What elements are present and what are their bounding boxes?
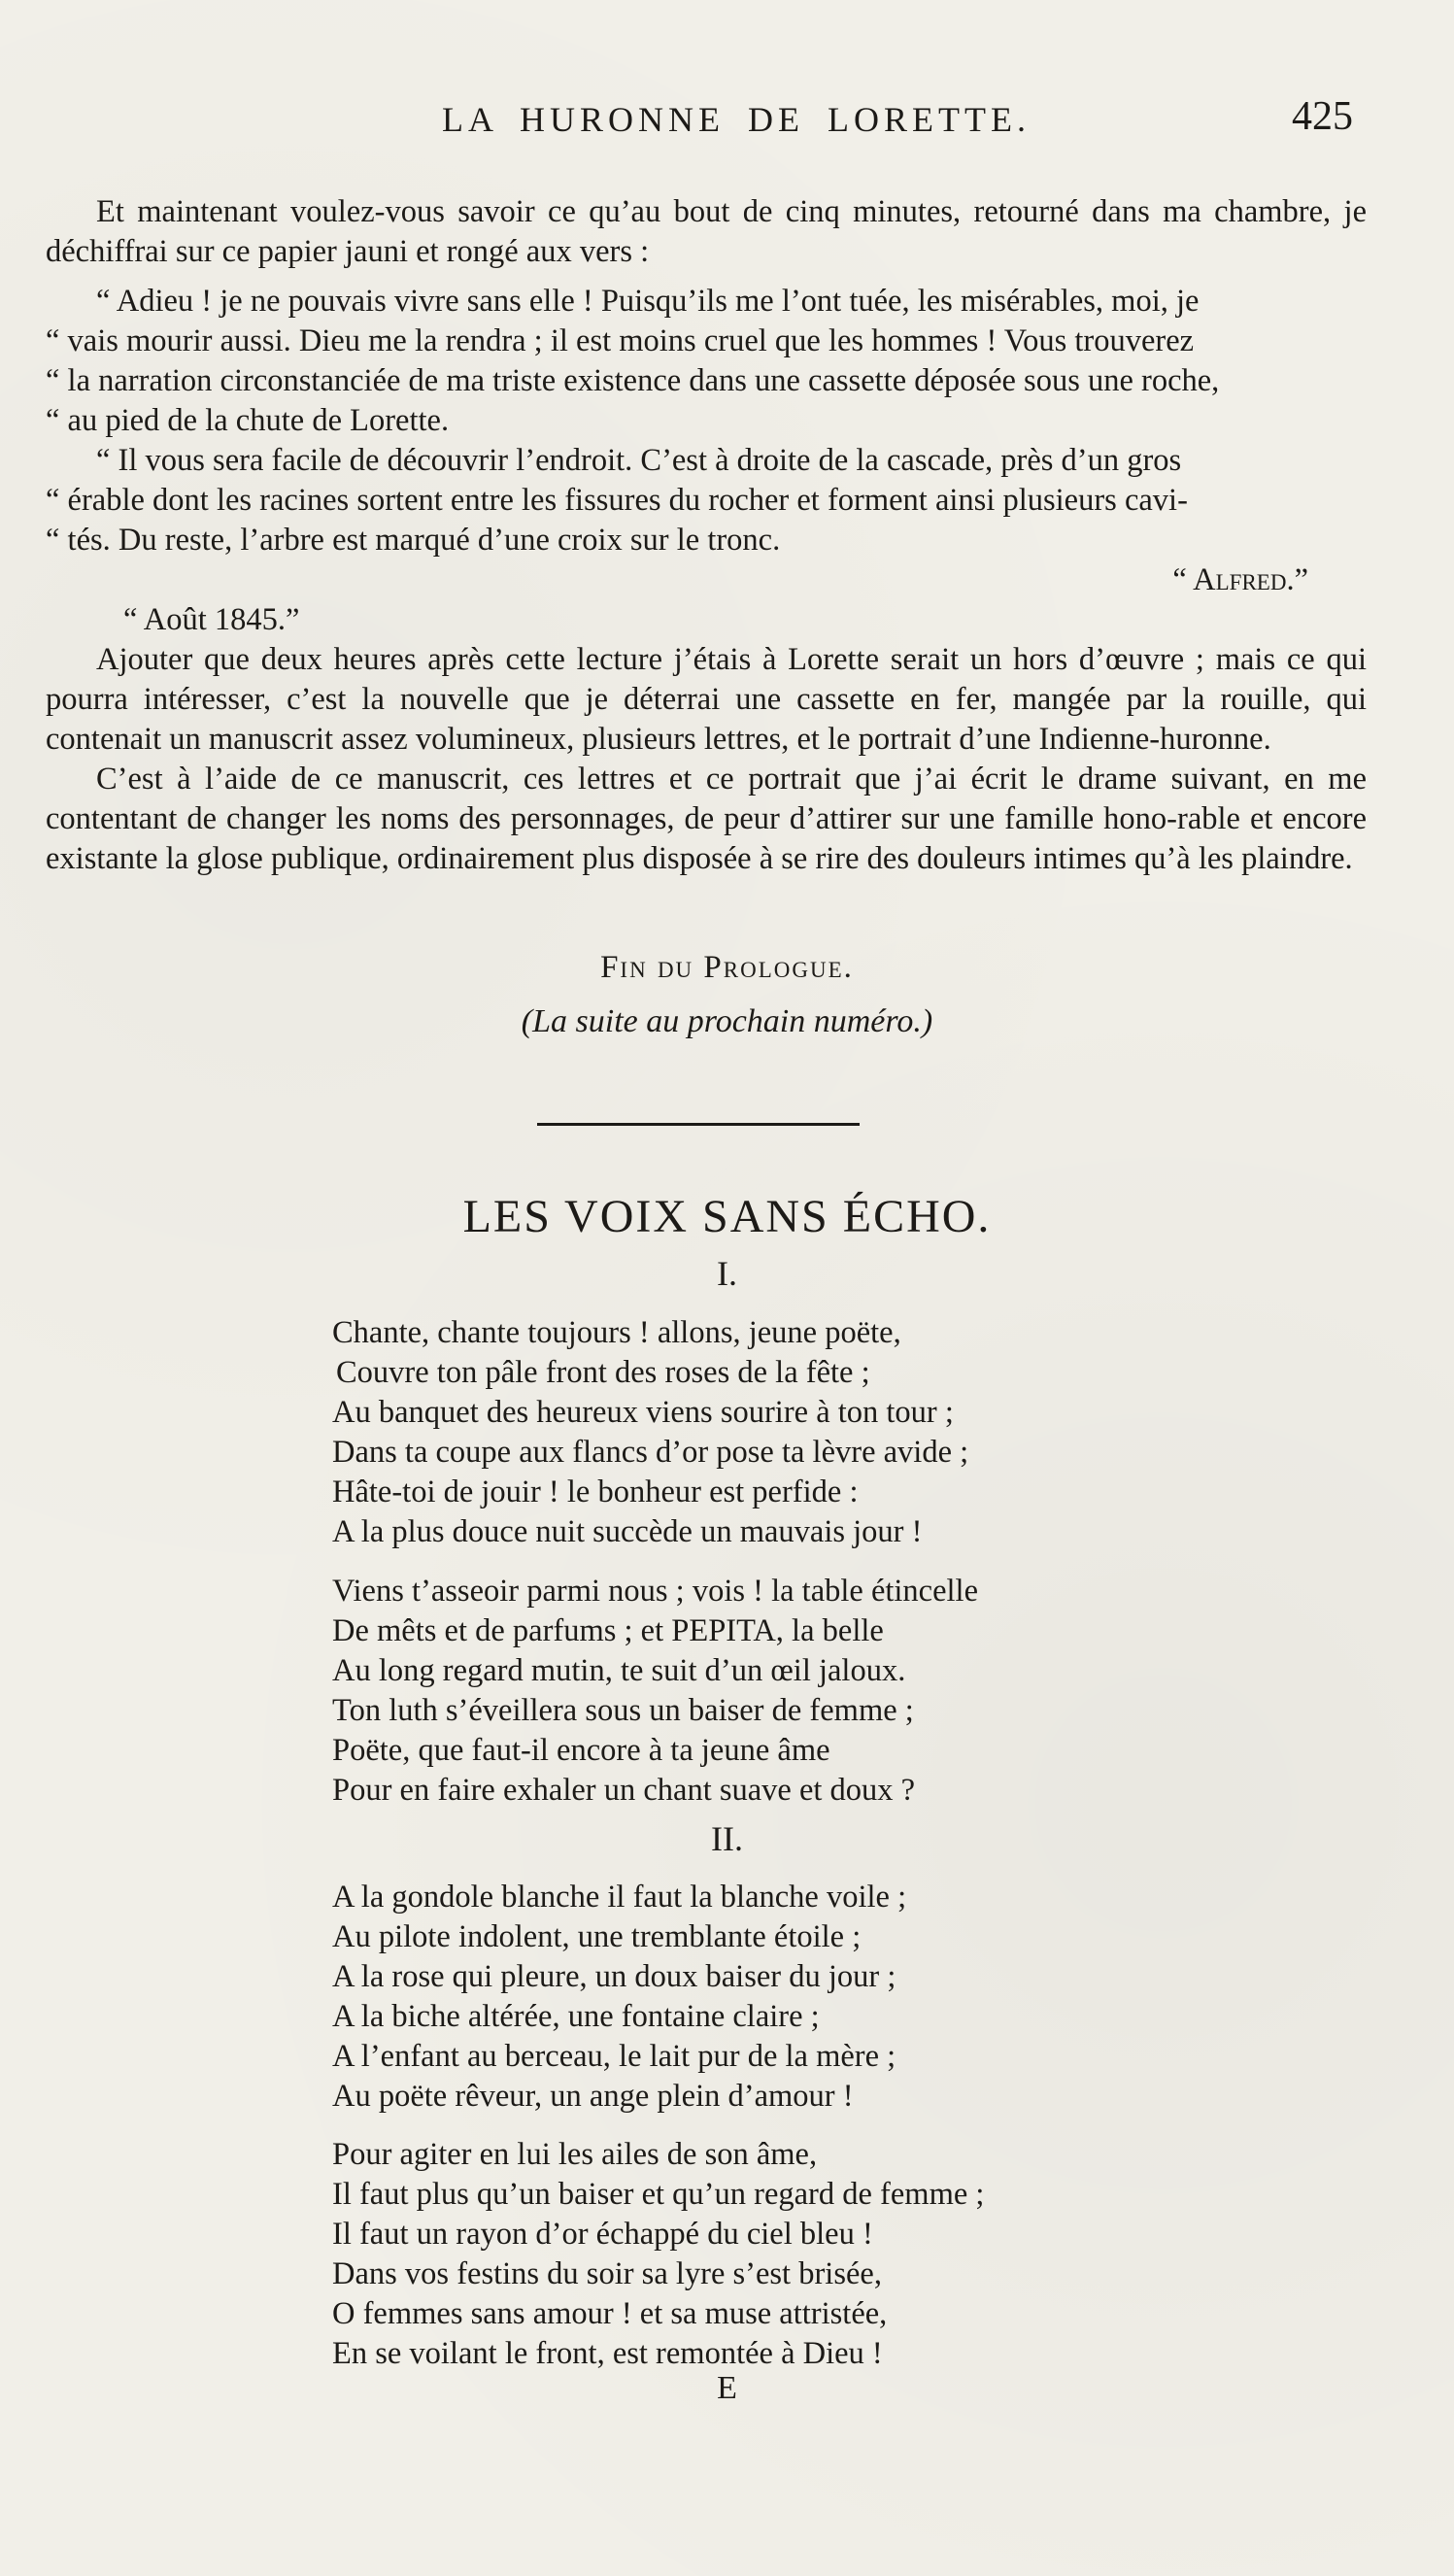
intro-paragraph: Et maintenant voulez-vous savoir ce qu’au bout de cinq minutes, retourné dans ma chambre, je déchiffrai sur ce papier jauni et rongé aux vers : bbox=[46, 194, 1367, 269]
verse-line: De mêts et de parfums ; et PEPITA, la belle bbox=[332, 1613, 884, 1648]
letter-date: “ Août 1845.” bbox=[123, 602, 300, 637]
verse-line: Au pilote indolent, une tremblante étoile ; bbox=[332, 1919, 862, 1954]
verse-line: A la plus douce nuit succède un mauvais jour ! bbox=[332, 1514, 923, 1549]
section-divider bbox=[537, 1123, 860, 1126]
verse-line: Pour agiter en lui les ailes de son âme, bbox=[332, 2137, 818, 2172]
verse-line: Dans ta coupe aux flancs d’or pose ta lèvre avide ; bbox=[332, 1435, 969, 1470]
section-numeral-2: II. bbox=[711, 1819, 743, 1858]
verse-line: Viens t’asseoir parmi nous ; vois ! la table étincelle bbox=[332, 1574, 979, 1609]
verse-line: O femmes sans amour ! et sa muse attristée, bbox=[332, 2296, 888, 2331]
poem-stanza-2 bbox=[332, 1572, 1206, 1811]
poem-signature: E bbox=[717, 2370, 737, 2406]
verse-line: Chante, chante toujours ! allons, jeune poëte, bbox=[332, 1315, 901, 1350]
verse-line: Il faut un rayon d’or échappé du ciel bleu ! bbox=[332, 2217, 873, 2252]
letter-line: “ Adieu ! je ne pouvais vivre sans elle ! Puisqu’ils me l’ont tuée, les misérables, moi, je bbox=[96, 284, 1200, 319]
letter-line: “ tés. Du reste, l’arbre est marqué d’une croix sur le tronc. bbox=[46, 523, 781, 558]
letter-line: “ au pied de la chute de Lorette. bbox=[46, 403, 450, 438]
verse-line: Poëte, que faut-il encore à ta jeune âme bbox=[332, 1733, 830, 1768]
verse-line: A la gondole blanche il faut la blanche voile ; bbox=[332, 1880, 907, 1915]
verse-line: Il faut plus qu’un baiser et qu’un regard de femme ; bbox=[332, 2177, 985, 2212]
section-numeral-1: I. bbox=[717, 1254, 737, 1293]
verse-line: Dans vos festins du soir sa lyre s’est brisée, bbox=[332, 2256, 882, 2291]
verse-line: Au banquet des heureux viens sourire à ton tour ; bbox=[332, 1395, 954, 1430]
letter-line: “ vais mourir aussi. Dieu me la rendra ; il est moins cruel que les hommes ! Vous trouverez bbox=[46, 323, 1195, 358]
verse-line: Couvre ton pâle front des roses de la fête ; bbox=[336, 1355, 870, 1390]
poem-stanza-1 bbox=[332, 1313, 1206, 1552]
page-number: 425 bbox=[1292, 94, 1353, 139]
verse-line: Ton luth s’éveillera sous un baiser de femme ; bbox=[332, 1693, 914, 1728]
verse-line: Au long regard mutin, te suit d’un œil jaloux. bbox=[332, 1653, 906, 1688]
poem-title: LES VOIX SANS ÉCHO. bbox=[462, 1191, 992, 1242]
letter-line: “ la narration circonstanciée de ma triste existence dans une cassette déposée sous une roche, bbox=[46, 363, 1220, 398]
letter-line: “ érable dont les racines sortent entre les fissures du rocher et forment ainsi plusieurs cavi- bbox=[46, 483, 1188, 518]
verse-line: Hâte-toi de jouir ! le bonheur est perfide : bbox=[332, 1474, 859, 1509]
paragraph-after-letter: Ajouter que deux heures après cette lecture j’étais à Lorette serait un hors d’œuvre ; mais ce qui pourra intéresser, c’est la nouvelle que je déterrai une cassette en fer, mangée par la rouille, qui contenait un manuscrit assez volumineux, plusieurs lettres, et le portrait d’une Indienne-huronne. bbox=[46, 642, 1367, 757]
verse-line: En se voilant le front, est remontée à Dieu ! bbox=[332, 2336, 883, 2371]
poem-stanza-4 bbox=[332, 2135, 1206, 2374]
letter-paragraph-1 bbox=[46, 282, 1367, 441]
verse-line: Au poëte rêveur, un ange plein d’amour ! bbox=[332, 2079, 854, 2114]
running-title: LA HURONNE DE LORETTE. bbox=[442, 100, 1031, 139]
verse-line: A la biche altérée, une fontaine claire ; bbox=[332, 1999, 820, 2034]
poem-stanza-3 bbox=[332, 1878, 1206, 2117]
to-be-continued: (La suite au prochain numéro.) bbox=[521, 1003, 933, 1039]
end-of-prologue: Fin du Prologue. bbox=[600, 950, 854, 985]
verse-line: A l’enfant au berceau, le lait pur de la mère ; bbox=[332, 2039, 896, 2074]
letter-signature: “ Alfred.” bbox=[1172, 562, 1308, 597]
prologue-text bbox=[46, 192, 1367, 879]
page-header bbox=[0, 89, 1454, 148]
paragraph-final: C’est à l’aide de ce manuscrit, ces lettres et ce portrait que j’ai écrit le drame suivant, en me contentant de changer les noms des personnages, de peur d’attirer sur une famille hono-rable et encore existante la glose publique, ordinairement plus disposée à se rire des douleurs intimes qu’à les plaindre. bbox=[46, 762, 1367, 876]
verse-line: Pour en faire exhaler un chant suave et doux ? bbox=[332, 1773, 916, 1808]
letter-paragraph-2 bbox=[46, 441, 1367, 560]
letter-line: “ Il vous sera facile de découvrir l’endroit. C’est à droite de la cascade, près d’un gros bbox=[96, 443, 1182, 478]
verse-line: A la rose qui pleure, un doux baiser du jour ; bbox=[332, 1959, 896, 1994]
